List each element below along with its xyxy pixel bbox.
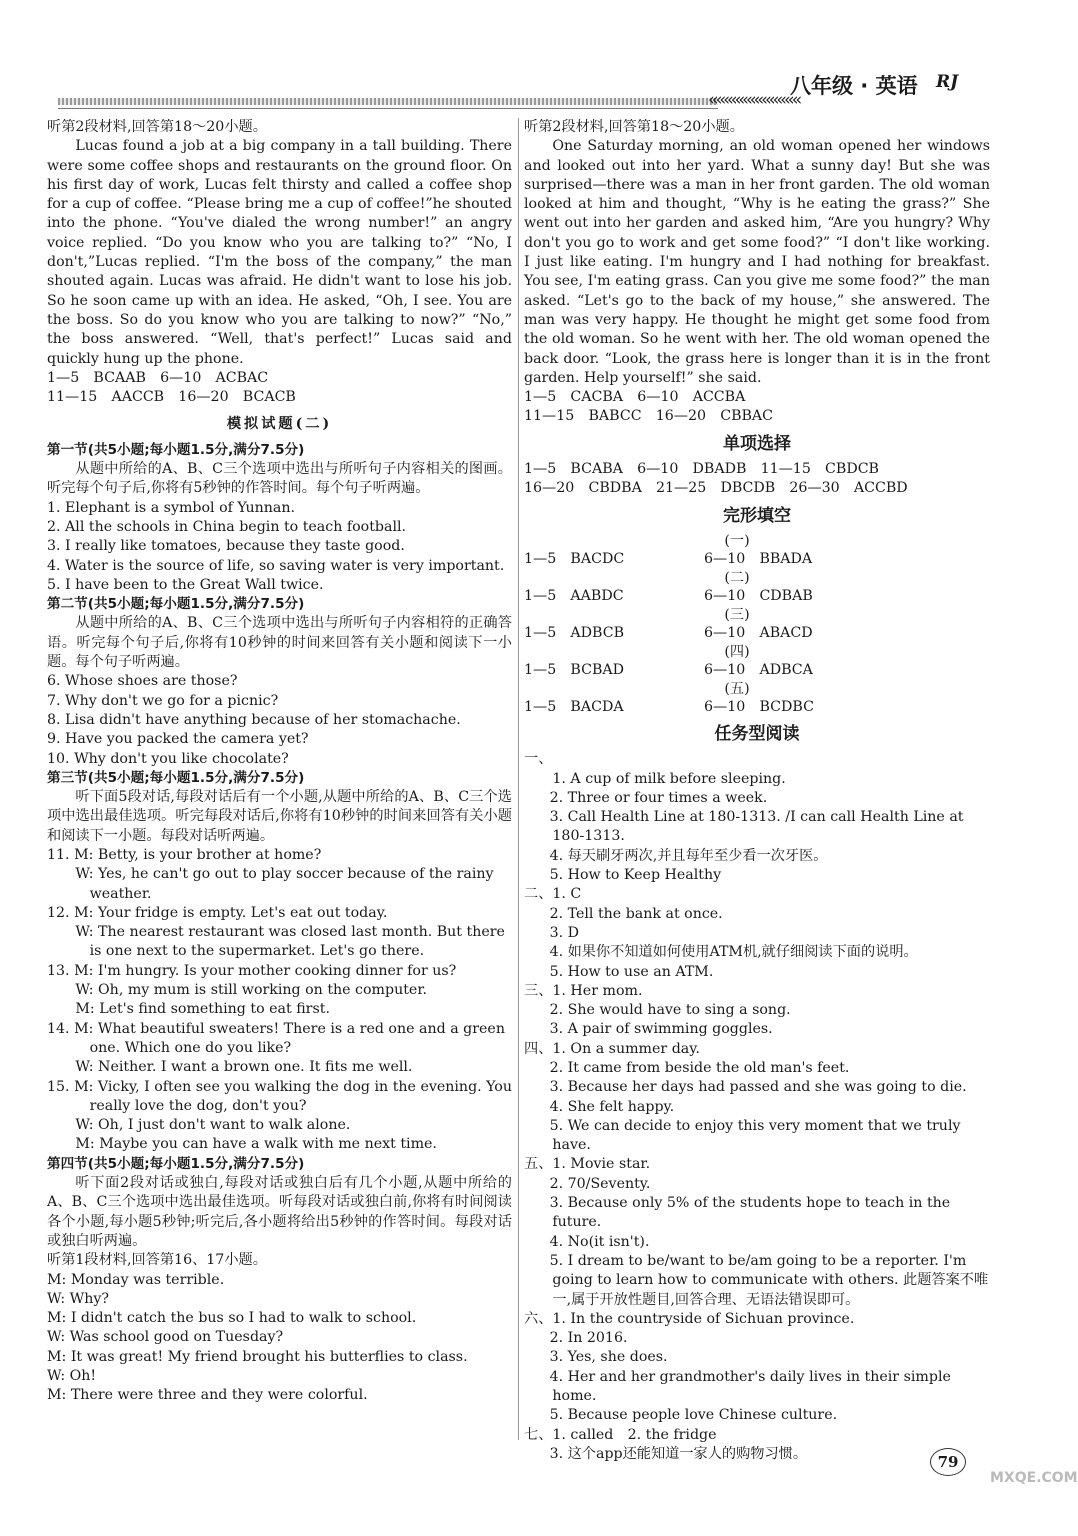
dialog-line: 11. M: Betty, is your brother at home?	[47, 846, 322, 863]
dialog-line: 15. M: Vicky, I often see you walking the dog in the evening. You really love the dog, don't you?	[47, 1078, 512, 1114]
dialog-line: W: Yes, he can't go out to play soccer because of the rainy weather.	[75, 866, 494, 902]
dialog-line: M: Monday was terrible.	[47, 1271, 225, 1288]
task-answer-line	[524, 789, 990, 808]
task-answer-line	[524, 1194, 990, 1233]
right-column	[524, 118, 990, 1464]
task-answer-text: 4. 如果你不知道如何使用ATM机,就仔细阅读下面的说明。	[549, 944, 918, 961]
task-answer-text: 3. 这个app还能知道一家人的购物习惯。	[549, 1445, 808, 1462]
answer-line: 1—5 CACBA 6—10 ACCBA	[524, 389, 746, 406]
answer-line: 1—5 BCAAB 6—10 ACBAC	[47, 369, 269, 386]
task-answer-text: 4. She felt happy.	[549, 1098, 675, 1115]
task-answer-text: 1. In the countryside of Sichuan province.	[552, 1310, 855, 1327]
task-answer-line	[524, 1329, 990, 1348]
task-answer-text: 4. Her and her grandmother's daily lives in their simple home.	[549, 1368, 951, 1405]
task-answer-text: 1. C	[552, 886, 582, 903]
task-answer-text: 3. D	[549, 924, 579, 941]
task-answer-text: 3. A pair of swimming goggles.	[549, 1021, 773, 1038]
task-answer-line	[524, 924, 990, 943]
section-4-info: (共5小题;每小题1.5分,满分7.5分)	[87, 1155, 305, 1172]
dialog-line: 12. M: Your fridge is empty. Let's eat out today.	[47, 904, 388, 921]
task-group-number: 五、	[524, 1156, 553, 1173]
task-answer-line	[524, 1155, 990, 1174]
list-item: 5. I have been to the Great Wall twice.	[47, 576, 324, 593]
single-choice-title: 单项选择	[723, 433, 791, 454]
task-answer-text: 5. We can decide to enjoy this very moment that we truly have.	[549, 1117, 961, 1154]
task-answer-line	[524, 982, 990, 1001]
task-answer-line	[524, 1040, 990, 1059]
cloze-label: (三)	[724, 606, 750, 623]
list-item: 2. All the schools in China begin to teach football.	[47, 518, 407, 535]
task-answer-text: 4. 每天刷牙两次,并且每年至少看一次牙医。	[549, 847, 828, 864]
task-answer-text: 3. Call Health Line at 180-1313. /I can call Health Line at 180-1313.	[549, 809, 964, 845]
answer-line: 16—20 CBDBA 21—25 DBCDB 26—30 ACCBD	[524, 480, 908, 497]
task-answer-line	[524, 1001, 990, 1020]
left-column	[47, 118, 512, 1406]
task-answer-line	[524, 808, 990, 847]
section-2-items	[47, 672, 512, 768]
section-3-head: 第三节	[47, 769, 88, 786]
dialog-list	[47, 846, 512, 1155]
header-rule-line	[58, 108, 718, 109]
header-badge: RJ	[936, 72, 959, 92]
task-answer-text: 5. Because people love Chinese culture.	[549, 1407, 838, 1424]
list-item: 4. Water is the source of life, so saving water is very important.	[47, 557, 505, 574]
dialog-line: W: Why?	[47, 1290, 109, 1307]
cloze-answer-a: 1—5 ADBCB	[524, 625, 625, 642]
section-2-info: (共5小题;每小题1.5分,满分7.5分)	[87, 596, 305, 613]
section-2-desc: 从题中所给的A、B、C三个选项中选出与所听句子内容相符的正确答语。听完每个句子后,你将有10秒钟的时间来回答有关小题和阅读下一小题。每个句子听两遍。	[47, 615, 512, 671]
task-answer-line	[524, 905, 990, 924]
page-number: 79	[930, 1448, 966, 1476]
dialog-line: M: It was great! My friend brought his butterflies to class.	[47, 1348, 468, 1365]
cloze-label: (二)	[724, 569, 750, 586]
task-answer-line	[524, 1368, 990, 1407]
dialog-line: W: Was school good on Tuesday?	[47, 1329, 284, 1346]
task-group-number: 六、	[524, 1310, 553, 1327]
task-answer-line	[524, 1098, 990, 1117]
list-item: 3. I really like tomatoes, because they taste good.	[47, 538, 405, 555]
dialog-line: M: Let's find something to eat first.	[75, 1001, 330, 1018]
task-answer-line	[524, 1078, 990, 1097]
task-group-number: 七、	[524, 1426, 553, 1443]
dialog-line: W: Oh, my mum is still working on the computer.	[75, 982, 428, 999]
section-1-info: (共5小题;每小题1.5分,满分7.5分)	[87, 441, 305, 458]
cloze-label: (一)	[724, 532, 750, 549]
task-answer-line	[524, 1406, 990, 1425]
task-answer-line	[524, 1310, 990, 1329]
section-4-desc: 听下面2段对话或独白,每段对话或独白后有几个小题,从题中所给的A、B、C三个选项中选出最佳选项。听每段对话或独白前,你将有时间阅读各个小题,每小题5秒钟;听完后,各小题将给出5秒钟的作答时间。每段对话或独白听两遍。	[47, 1175, 512, 1249]
task-reading-title: 任务型阅读	[714, 723, 800, 744]
answer-line: 1—5 BCABA 6—10 DBADB 11—15 CBDCB	[524, 461, 879, 478]
cloze-answer-a: 1—5 BACDC	[524, 551, 625, 568]
intro-passage-2: 听第2段材料,回答第18～20小题。	[524, 119, 744, 135]
task-answer-line	[524, 1020, 990, 1039]
task-answer-line	[524, 1348, 990, 1367]
list-item: 7. Why don't we go for a picnic?	[47, 692, 279, 709]
task-answer-line	[524, 1426, 990, 1445]
header-rule	[58, 98, 718, 105]
section-3-desc: 听下面5段对话,每段对话后有一个小题,从题中所给的A、B、C三个选项中选出最佳选项。听完每段对话后,你将有10秒钟的时间来回答有关小题和阅读下一小题。每段对话听两遍。	[47, 789, 512, 844]
cloze-answer-b: 6—10 BCDBC	[704, 699, 814, 716]
task-answer-line	[524, 1059, 990, 1078]
dialog-line: 13. M: I'm hungry. Is your mother cooking dinner for us?	[47, 962, 457, 979]
task-group-number: 一、	[524, 751, 553, 768]
page-header	[58, 72, 988, 112]
old-woman-passage: One Saturday morning, an old woman opened her windows and looked out into her yard. What a sunny day! But she was surprised—there was a man in her front garden. The old woman looked at him and thought, “Why is he eating the grass?” She went out into her garden and asked him, “Are you hungry? Why don't you go to work and get some food?” “I don't like working. I just like eating. I'm hungry and I had nothing for breakfast. You see, I'm eating grass. Can you give me some food?” the man asked. “Let's go to the back of my house,” she answered. The man was very happy. He thought he might get some food from the old woman. So he went with her. The old woman opened the back door. “Look, the grass here is longer than it is in the front garden. Help yourself!” she said.	[524, 138, 990, 386]
task-group-number: 二、	[524, 886, 553, 903]
task-group-number: 四、	[524, 1040, 553, 1057]
section-2-head: 第二节	[47, 596, 88, 613]
task-answer-text: 5. How to use an ATM.	[549, 963, 714, 980]
cloze-row	[524, 698, 990, 717]
dialog-line: 14. M: What beautiful sweaters! There is a red one and a green one. Which one do you like?	[47, 1020, 505, 1056]
cloze-answer-b: 6—10 ADBCA	[704, 662, 813, 679]
task-answer-text: 2. Tell the bank at once.	[549, 905, 723, 922]
task-answer-line	[524, 1445, 990, 1464]
task-answer-text: 3. Because only 5% of the students hope to teach in the future.	[549, 1195, 951, 1231]
cloze-answer-a: 1—5 BCBAD	[524, 662, 625, 679]
task-answer-line	[524, 943, 990, 962]
task-group-number: 三、	[524, 982, 553, 999]
task-answer-line	[524, 1117, 990, 1156]
task-answer-text: 1. A cup of milk before sleeping.	[552, 770, 786, 787]
task-answer-text: 4. No(it isn't).	[549, 1233, 650, 1250]
cloze-row	[524, 661, 990, 680]
task-answer-text: 2. It came from beside the old man's feet.	[549, 1059, 850, 1076]
cloze-answer-b: 6—10 ABACD	[704, 625, 813, 642]
task-answer-text: 2. In 2016.	[549, 1330, 628, 1347]
task-answer-text: 2. Three or four times a week.	[549, 789, 768, 806]
list-item: 1. Elephant is a symbol of Yunnan.	[47, 499, 296, 516]
task-answer-text: 5. How to Keep Healthy	[549, 867, 722, 884]
list-item: 10. Why don't you like chocolate?	[47, 750, 289, 767]
column-divider	[518, 118, 519, 1440]
task-answer-line	[524, 866, 990, 885]
task-reading-answers	[524, 750, 990, 1464]
lucas-passage: Lucas found a job at a big company in a tall building. There were some coffee shops and restaurants on the ground floor. On his first day of work, Lucas felt thirsty and called a coffee shop for a cup of coffee. “Please bring me a cup of coffee!”he shouted into the phone. “You've dialed the wrong number!” an angry voice replied. “Do you know who you are talking to?” “No, I don't,”Lucas replied. “I'm the boss of the company,” the man shouted again. Lucas was afraid. He didn't want to lose his job. So he soon came up with an idea. He asked, “Oh, I see. You are the boss. So do you know who you are talking to now?” “No,” the boss answered. “Well, that's perfect!” Lucas said and quickly hung up the phone.	[47, 138, 512, 367]
task-answer-text: 3. Yes, she does.	[549, 1349, 668, 1366]
intro-passage-1: 听第1段材料,回答第16、17小题。	[47, 1252, 267, 1269]
task-answer-text: 2. 70/Seventy.	[549, 1175, 651, 1192]
task-answer-text: 2. She would have to sing a song.	[549, 1002, 791, 1019]
section-1-items	[47, 499, 512, 595]
section-title: 模拟试题(二)	[226, 416, 333, 433]
task-answer-line	[524, 1175, 990, 1194]
dialog-line: M: Maybe you can have a walk with me next time.	[75, 1136, 437, 1153]
list-item: 8. Lisa didn't have anything because of her stomachache.	[47, 711, 461, 728]
answer-line: 11—15 BABCC 16—20 CBBAC	[524, 408, 774, 425]
task-answer-line	[524, 1252, 990, 1310]
task-answer-text: 3. Because her days had passed and she was going to die.	[549, 1079, 967, 1096]
dialog-line: M: There were three and they were colorful.	[47, 1387, 368, 1404]
cloze-row	[524, 587, 990, 606]
task-answer-line	[524, 847, 990, 866]
dialog-line: W: Neither. I want a brown one. It fits me well.	[75, 1059, 413, 1076]
task-answer-text: 5. I dream to be/want to be/am going to be a reporter. I'm going to learn how to communicate with others. 此题答案不唯一,属于开放性题目,回答合理、无语法错误即可。	[549, 1252, 989, 1308]
section-1-head: 第一节	[47, 441, 88, 458]
task-answer-line	[524, 885, 990, 904]
answer-line: 11—15 AACCB 16—20 BCACB	[47, 389, 296, 406]
dialog-line: W: Oh, I just don't want to walk alone.	[75, 1117, 351, 1134]
dialog-line: W: Oh!	[47, 1368, 97, 1384]
list-item: 6. Whose shoes are those?	[47, 673, 238, 690]
task-answer-line	[524, 1233, 990, 1252]
cloze-answer-b: 6—10 CDBAB	[704, 588, 813, 605]
task-answer-text: 1. called 2. the fridge	[552, 1426, 717, 1443]
dialog-line: M: I didn't catch the bus so I had to walk to school.	[47, 1310, 417, 1327]
cloze-answers	[524, 532, 990, 717]
cloze-answer-a: 1—5 BACDA	[524, 699, 624, 716]
task-answer-line	[524, 963, 990, 982]
section-4-head: 第四节	[47, 1155, 88, 1172]
cloze-row	[524, 624, 990, 643]
task-answer-text: 1. Her mom.	[552, 982, 643, 999]
intro-passage-2: 听第2段材料,回答第18～20小题。	[47, 119, 267, 135]
task-answer-text: 1. On a summer day.	[552, 1040, 700, 1057]
dialog-1	[47, 1271, 512, 1406]
section-3-info: (共5小题;每小题1.5分,满分7.5分)	[87, 769, 305, 786]
cloze-answer-b: 6—10 BBADA	[704, 551, 813, 568]
section-1-desc: 从题中所给的A、B、C三个选项中选出与所听句子内容相关的图画。听完每个句子后,你将有5秒钟的作答时间。每个句子听两遍。	[47, 461, 512, 497]
cloze-label: (四)	[724, 643, 750, 660]
dialog-line: W: The nearest restaurant was closed last month. But there is one next to the supermarket. Let's go there.	[75, 924, 505, 960]
cloze-answer-a: 1—5 AABDC	[524, 588, 624, 605]
list-item: 9. Have you packed the camera yet?	[47, 731, 309, 748]
task-answer-text: 1. Movie star.	[552, 1156, 651, 1173]
watermark: MXQE.COM	[990, 1470, 1078, 1486]
task-answer-line	[524, 750, 990, 789]
chevron-decoration-icon: ‹‹‹‹‹‹‹‹‹‹‹‹‹‹‹‹‹‹‹‹‹‹‹‹	[708, 90, 800, 110]
cloze-row	[524, 550, 990, 569]
cloze-label: (五)	[724, 680, 750, 697]
header-title: 八年级 · 英语	[790, 74, 918, 98]
cloze-title: 完形填空	[723, 505, 791, 526]
